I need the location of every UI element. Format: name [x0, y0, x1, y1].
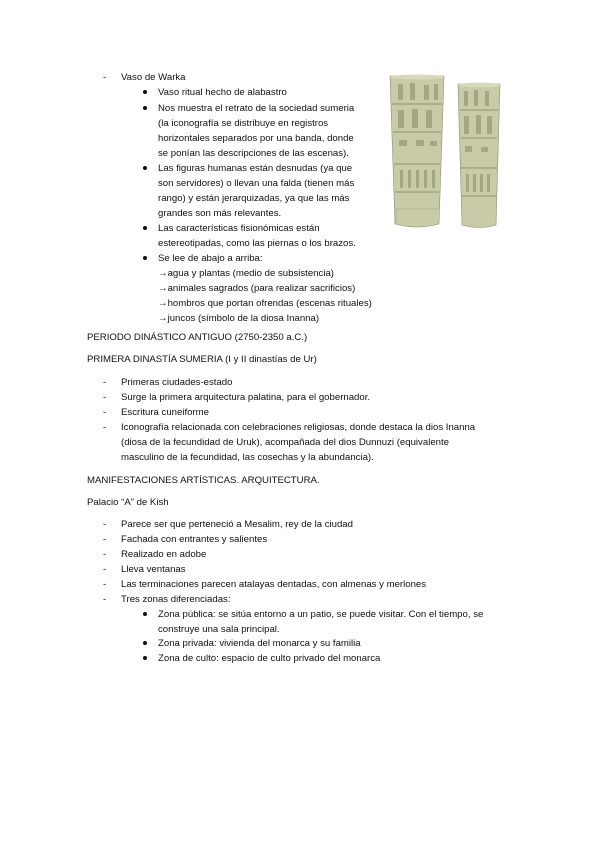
bullet-dot — [143, 256, 147, 260]
palacio-item-4: Lleva ventanas — [121, 564, 186, 575]
zona-publica-line-1: Zona pública: se sitúa entorno a un patio, se puede visitar. Con el tiempo, se — [158, 609, 484, 620]
bullet-dot — [143, 90, 147, 94]
dash-marker: - — [103, 534, 107, 545]
dash-marker: - — [103, 422, 107, 433]
primera-item-4-line-3: masculino de la fecundidad, las cosechas y la abundancia). — [121, 452, 374, 463]
dash-marker: - — [103, 594, 107, 605]
zona-privada: Zona privada: vivienda del monarca y su familia — [158, 638, 361, 649]
warka-bullet-3-line-3: rango) y están jerarquizadas, ya que las más — [158, 193, 350, 204]
palacio-item-1: Parece ser que perteneció a Mesalim, rey de la ciudad — [121, 519, 353, 530]
palacio-item-5: Las terminaciones parecen atalayas dentadas, con almenas y merlones — [121, 579, 427, 590]
dash-marker: - — [103, 392, 107, 403]
palacio-heading: Palacio “A” de Kish — [87, 497, 169, 508]
warka-bullet-4-line-2: estereotipadas, como las piernas o los brazos. — [158, 238, 356, 249]
primera-item-4-line-1: Iconografía relacionada con celebraciones religiosas, donde destaca la dios Inanna — [121, 422, 476, 433]
manifestaciones-heading: MANIFESTACIONES ARTÍSTICAS. ARQUITECTURA. — [87, 475, 320, 486]
bullet-dot — [143, 226, 147, 230]
bullet-dot — [143, 612, 147, 616]
dash-marker: - — [103, 407, 107, 418]
periodo-heading: PERIODO DINÁSTICO ANTIGUO (2750-2350 a.C.) — [87, 332, 308, 343]
warka-bullet-1: Vaso ritual hecho de alabastro — [158, 87, 287, 98]
warka-bullet-5-line-3: →animales sagrados (para realizar sacrificios) — [158, 283, 356, 294]
dash-marker: - — [103, 72, 107, 83]
palacio-item-3: Realizado en adobe — [121, 549, 207, 560]
warka-vase-image-right — [455, 82, 503, 230]
dash-marker: - — [103, 564, 107, 575]
warka-bullet-2-line-4: se ponían las descripciones de las escenas). — [158, 148, 349, 159]
bullet-dot — [143, 106, 147, 110]
warka-bullet-2-line-1: Nos muestra el retrato de la sociedad sumeria — [158, 103, 355, 114]
warka-bullet-4-line-1: Las características fisionómicas están — [158, 223, 320, 234]
primera-item-2: Surge la primera arquitectura palatina, para el gobernador. — [121, 392, 371, 403]
warka-bullet-5-line-2: →agua y plantas (medio de subsistencia) — [158, 268, 334, 279]
warka-heading: Vaso de Warka — [121, 72, 186, 83]
dash-marker: - — [103, 549, 107, 560]
dash-marker: - — [103, 519, 107, 530]
bullet-dot — [143, 166, 147, 170]
palacio-item-6: Tres zonas diferenciadas: — [121, 594, 231, 605]
zona-publica-line-2: construye una sala principal. — [158, 624, 280, 635]
primera-item-1: Primeras ciudades-estado — [121, 377, 233, 388]
zona-culto: Zona de culto: espacio de culto privado del monarca — [158, 653, 381, 664]
dash-marker: - — [103, 377, 107, 388]
warka-bullet-3-line-4: grandes son más relevantes. — [158, 208, 282, 219]
warka-bullet-3-line-1: Las figuras humanas están desnudas (ya que — [158, 163, 353, 174]
warka-bullet-5-line-1: Se lee de abajo a arriba: — [158, 253, 263, 264]
warka-bullet-5-line-5: →juncos (símbolo de la diosa Inanna) — [158, 313, 320, 324]
warka-bullet-2-line-2: (la iconografía se distribuye en registros — [158, 118, 329, 129]
warka-bullet-3-line-2: son servidores) o llevan una falda (tienen más — [158, 178, 355, 189]
warka-bullet-5-line-4: →hombros que portan ofrendas (escenas rituales) — [158, 298, 372, 309]
primera-dinastia-heading: PRIMERA DINASTÍA SUMERIA (I y II dinastías de Ur) — [87, 354, 317, 365]
bullet-dot — [143, 656, 147, 660]
primera-item-4-line-2: (diosa de la fecundidad de Uruk), acompañada del dios Dunnuzi (equivalente — [121, 437, 449, 448]
bullet-dot — [143, 641, 147, 645]
primera-item-3: Escritura cuneiforme — [121, 407, 209, 418]
dash-marker: - — [103, 579, 107, 590]
palacio-item-2: Fachada con entrantes y salientes — [121, 534, 268, 545]
warka-bullet-2-line-3: horizontales separados por una banda, donde — [158, 133, 354, 144]
warka-vase-image-left — [386, 74, 448, 230]
